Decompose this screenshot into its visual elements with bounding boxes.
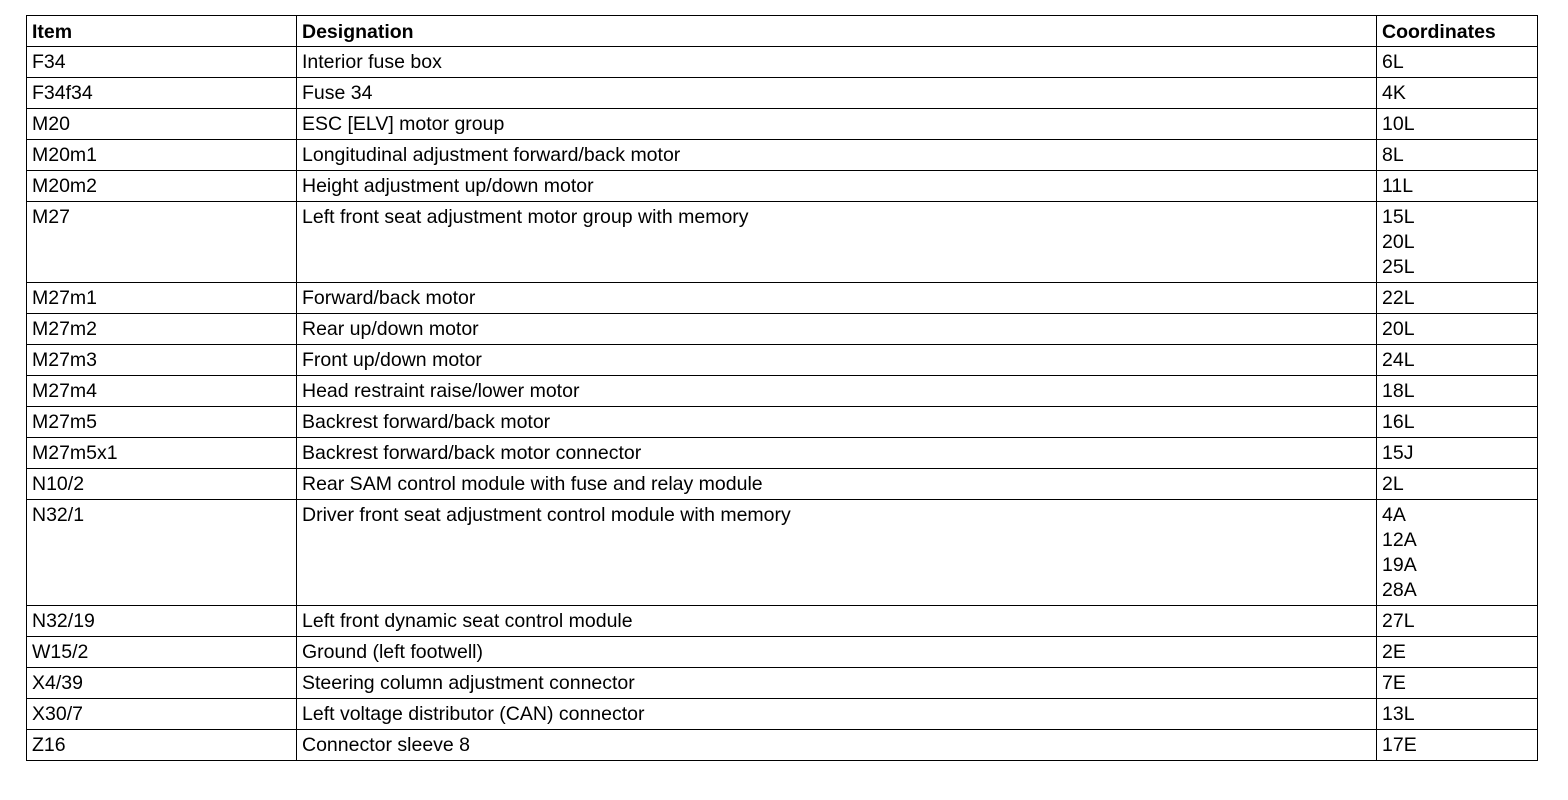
item-cell: M27 [27,202,297,283]
coordinate-value: 16L [1382,411,1415,433]
item-cell: M27m3 [27,345,297,376]
item-cell: N32/19 [27,606,297,637]
coordinates-cell [1377,171,1538,202]
table-row [27,171,1538,202]
coordinate-value: 22L [1382,287,1415,309]
coordinate-value: 4A [1382,504,1406,526]
item-cell: M20m2 [27,171,297,202]
designation-cell: Left voltage distributor (CAN) connector [297,699,1377,730]
coordinate-value: 15J [1382,442,1414,464]
coordinate-value: 11L [1382,175,1414,197]
coordinate-value: 17E [1382,734,1417,756]
item-cell: M27m5 [27,407,297,438]
coordinates-cell [1377,47,1538,78]
coordinates-cell [1377,500,1538,606]
designation-cell: Rear SAM control module with fuse and relay module [297,469,1377,500]
coordinate-value: 12A [1382,529,1417,551]
coordinate-value: 20L [1382,318,1415,340]
item-cell: M27m5x1 [27,438,297,469]
designation-cell: Interior fuse box [297,47,1377,78]
coordinate-value: 19A [1382,554,1417,576]
designation-cell: Front up/down motor [297,345,1377,376]
designation-cell: Fuse 34 [297,78,1377,109]
designation-cell: Head restraint raise/lower motor [297,376,1377,407]
designation-cell: Rear up/down motor [297,314,1377,345]
item-cell: M20 [27,109,297,140]
coordinates-cell [1377,469,1538,500]
coordinate-value: 24L [1382,349,1415,371]
table-row [27,500,1538,606]
coordinates-cell [1377,438,1538,469]
item-cell: N32/1 [27,500,297,606]
coordinate-value: 2L [1382,473,1404,495]
header-coordinates: Coordinates [1377,16,1538,47]
designation-cell: Ground (left footwell) [297,637,1377,668]
item-cell: X4/39 [27,668,297,699]
designation-cell: ESC [ELV] motor group [297,109,1377,140]
table-row [27,407,1538,438]
designation-cell: Longitudinal adjustment forward/back motor [297,140,1377,171]
component-legend-table [26,15,1538,761]
coordinates-cell [1377,730,1538,761]
coordinate-value: 8L [1382,144,1404,166]
item-cell: N10/2 [27,469,297,500]
coordinate-value: 13L [1382,703,1415,725]
designation-cell: Height adjustment up/down motor [297,171,1377,202]
designation-cell: Left front seat adjustment motor group with memory [297,202,1377,283]
header-row [27,16,1538,47]
coordinates-cell [1377,637,1538,668]
designation-cell: Driver front seat adjustment control module with memory [297,500,1377,606]
designation-cell: Connector sleeve 8 [297,730,1377,761]
table-row [27,438,1538,469]
item-cell: F34 [27,47,297,78]
table-row [27,109,1538,140]
table-row [27,730,1538,761]
table-row [27,283,1538,314]
coordinate-value: 15L [1382,206,1415,228]
table-row [27,637,1538,668]
designation-cell: Backrest forward/back motor [297,407,1377,438]
legend-body [27,47,1538,761]
table-row [27,202,1538,283]
coordinates-cell [1377,202,1538,283]
header-designation: Designation [297,16,1377,47]
coordinate-value: 10L [1382,113,1415,135]
coordinate-value: 2E [1382,641,1406,663]
coordinate-value: 4K [1382,82,1406,104]
coordinate-value: 6L [1382,51,1404,73]
header-item: Item [27,16,297,47]
table-row [27,314,1538,345]
table-row [27,345,1538,376]
designation-cell: Backrest forward/back motor connector [297,438,1377,469]
coordinates-cell [1377,345,1538,376]
coordinate-value: 28A [1382,579,1417,601]
coordinates-cell [1377,376,1538,407]
table-row [27,140,1538,171]
table-row [27,469,1538,500]
item-cell: M27m1 [27,283,297,314]
item-cell: X30/7 [27,699,297,730]
coordinate-value: 27L [1382,610,1415,632]
designation-cell: Steering column adjustment connector [297,668,1377,699]
coordinates-cell [1377,314,1538,345]
table-row [27,606,1538,637]
coordinate-value: 7E [1382,672,1406,694]
designation-cell: Forward/back motor [297,283,1377,314]
table-row [27,699,1538,730]
coordinate-value: 18L [1382,380,1415,402]
item-cell: Z16 [27,730,297,761]
coordinates-cell [1377,78,1538,109]
table-row [27,78,1538,109]
table-row [27,376,1538,407]
designation-cell: Left front dynamic seat control module [297,606,1377,637]
item-cell: M27m4 [27,376,297,407]
coordinates-cell [1377,699,1538,730]
coordinates-cell [1377,109,1538,140]
item-cell: F34f34 [27,78,297,109]
coordinates-cell [1377,140,1538,171]
coordinates-cell [1377,407,1538,438]
item-cell: M20m1 [27,140,297,171]
coordinate-value: 20L [1382,231,1415,253]
coordinates-cell [1377,283,1538,314]
table-row [27,47,1538,78]
coordinate-value: 25L [1382,256,1415,278]
table-row [27,668,1538,699]
coordinates-cell [1377,606,1538,637]
item-cell: W15/2 [27,637,297,668]
item-cell: M27m2 [27,314,297,345]
coordinates-cell [1377,668,1538,699]
